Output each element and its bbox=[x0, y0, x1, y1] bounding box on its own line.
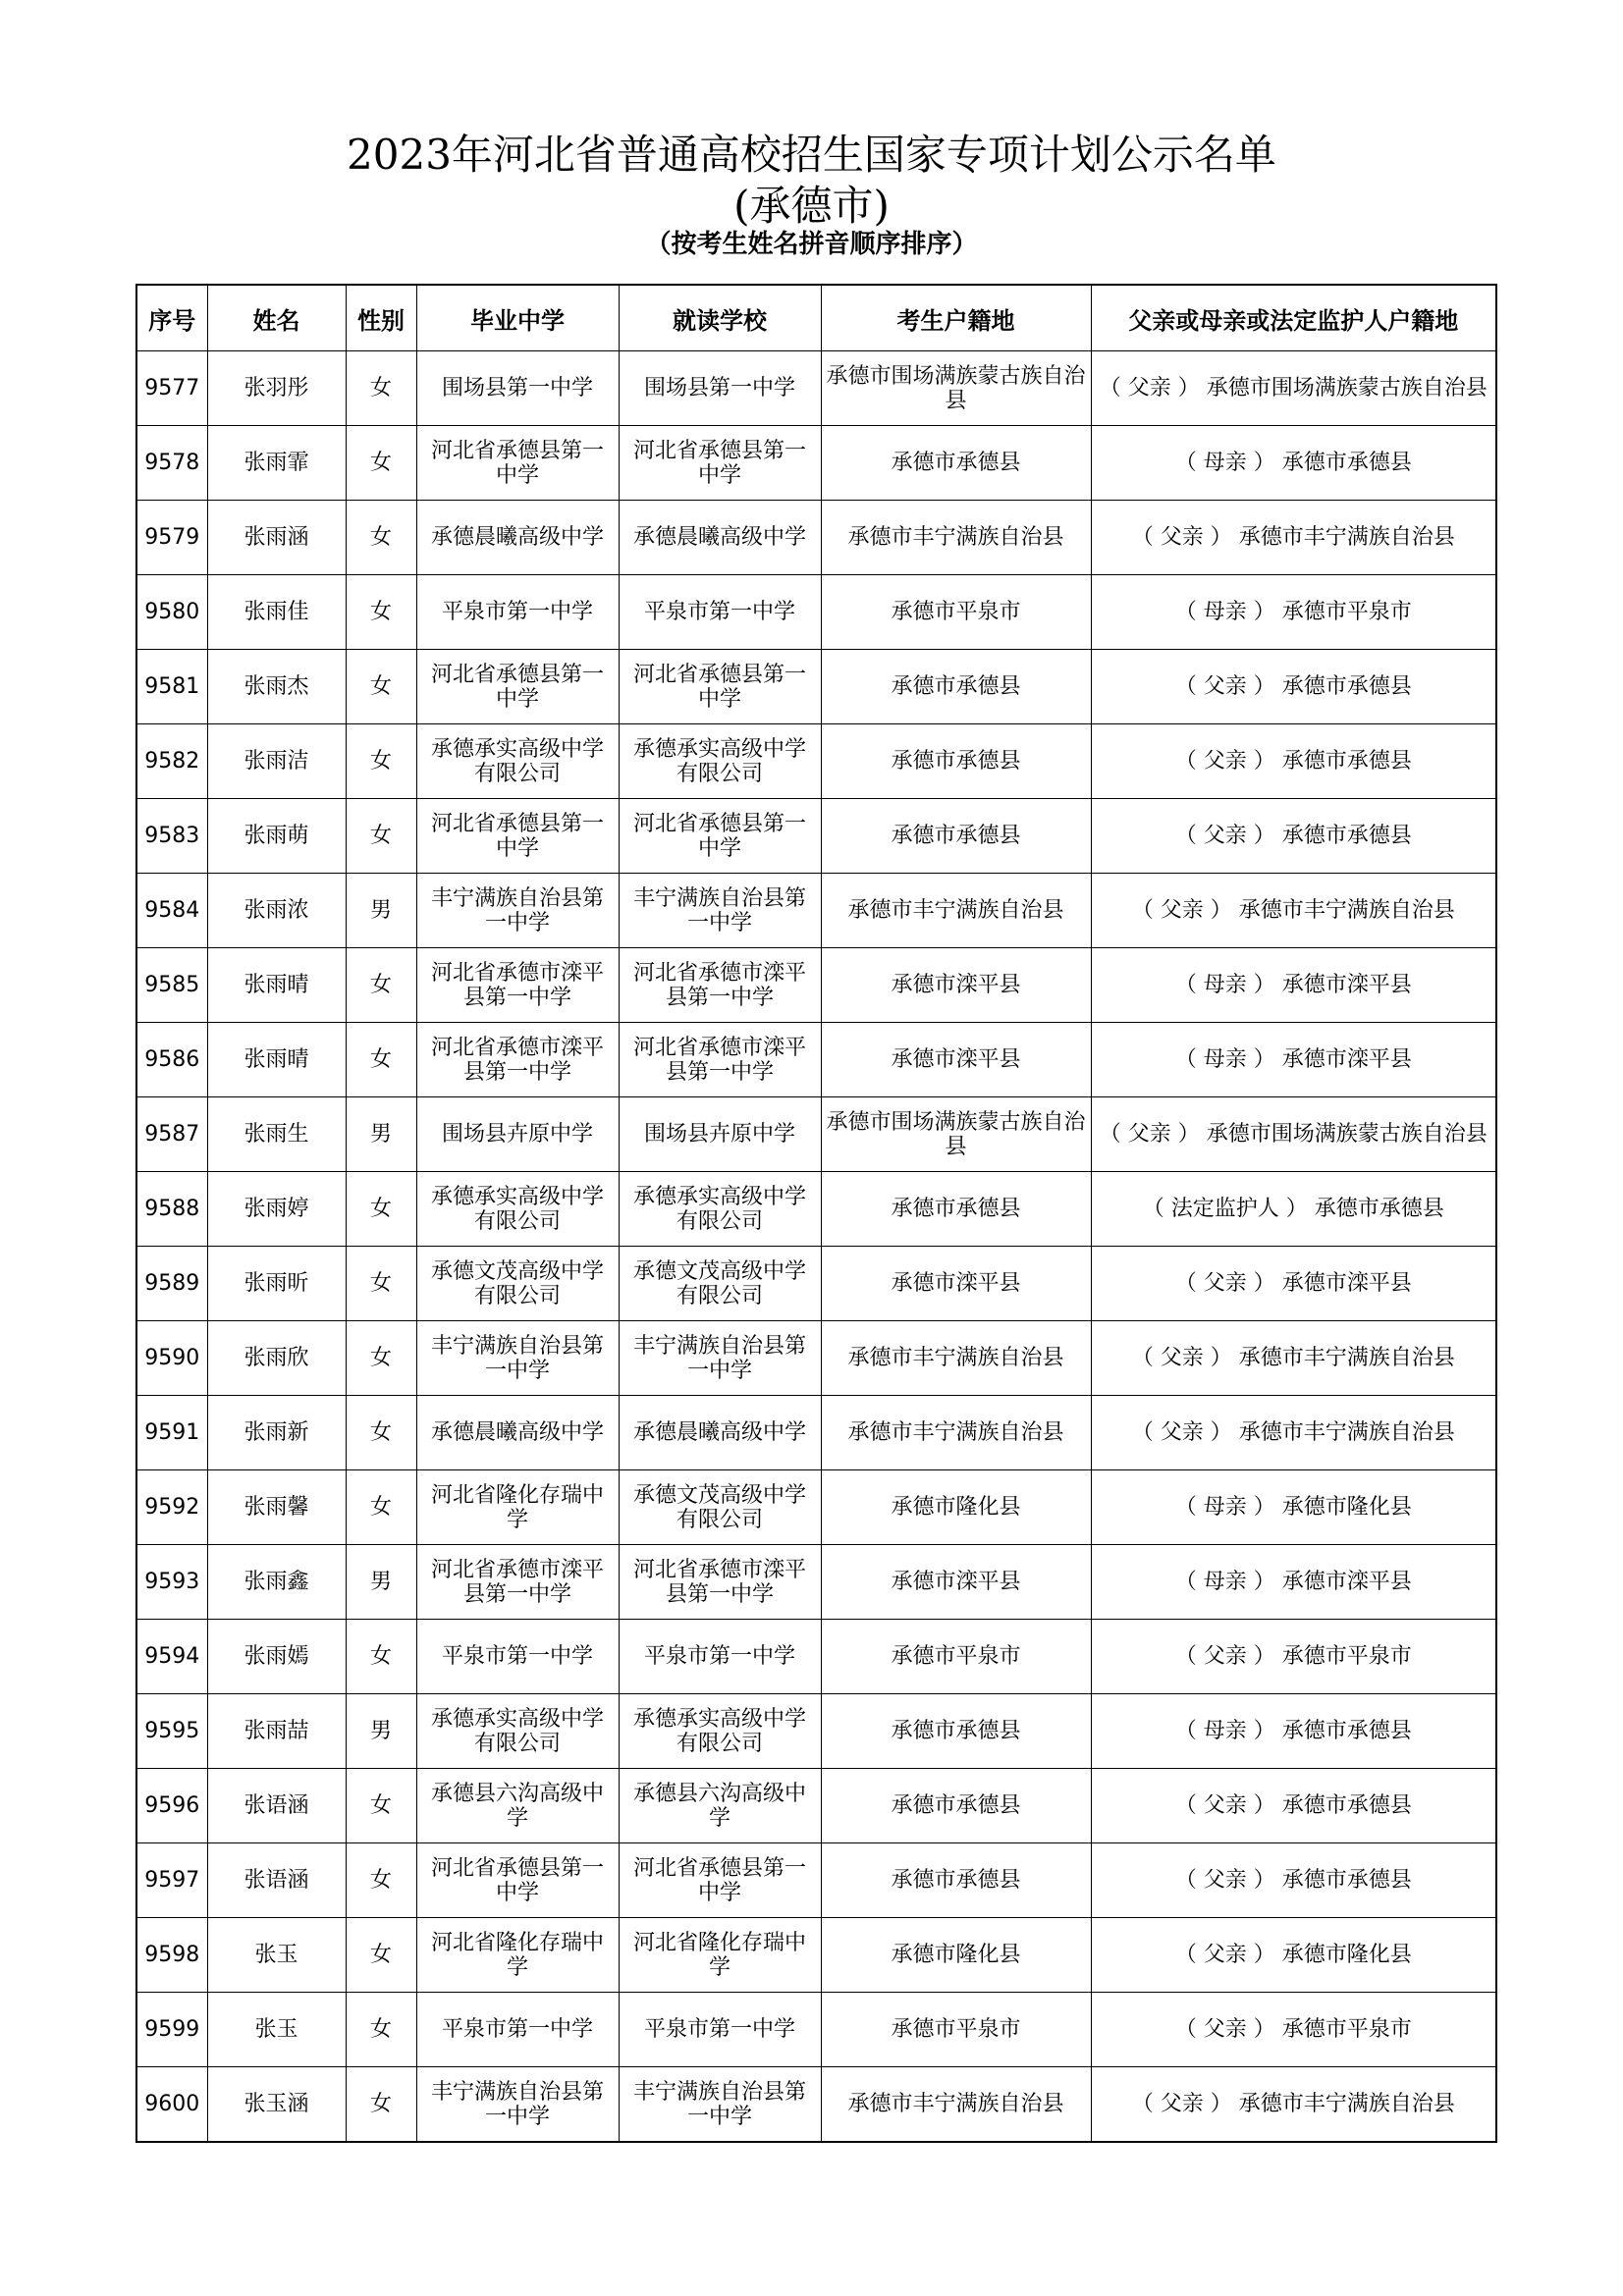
cell-gender: 男 bbox=[346, 1545, 416, 1620]
table-row bbox=[136, 1172, 1496, 1247]
table-header-row bbox=[136, 285, 1496, 351]
cell-graduation-school: 平泉市第一中学 bbox=[416, 1620, 619, 1694]
cell-gender: 女 bbox=[346, 948, 416, 1023]
table-row bbox=[136, 575, 1496, 650]
cell-graduation-school: 承德晨曦高级中学 bbox=[416, 1396, 619, 1470]
cell-seq: 9578 bbox=[136, 426, 207, 501]
cell-name: 张玉 bbox=[207, 1993, 346, 2067]
cell-seq: 9599 bbox=[136, 1993, 207, 2067]
cell-current-school: 河北省承德市滦平县第一中学 bbox=[619, 1023, 821, 1097]
cell-current-school: 河北省承德县第一中学 bbox=[619, 1843, 821, 1918]
cell-name: 张雨馨 bbox=[207, 1470, 346, 1545]
cell-seq: 9598 bbox=[136, 1918, 207, 1993]
cell-guardian-residence: （ 父亲 ） 承德市丰宁满族自治县 bbox=[1091, 1396, 1496, 1470]
cell-student-residence: 承德市丰宁满族自治县 bbox=[821, 501, 1091, 575]
table-row bbox=[136, 1843, 1496, 1918]
cell-seq: 9585 bbox=[136, 948, 207, 1023]
cell-name: 张雨霏 bbox=[207, 426, 346, 501]
cell-name: 张雨浓 bbox=[207, 874, 346, 948]
cell-student-residence: 承德市滦平县 bbox=[821, 1545, 1091, 1620]
cell-current-school: 承德晨曦高级中学 bbox=[619, 1396, 821, 1470]
cell-gender: 女 bbox=[346, 1247, 416, 1321]
cell-student-residence: 承德市承德县 bbox=[821, 426, 1091, 501]
cell-seq: 9588 bbox=[136, 1172, 207, 1247]
cell-guardian-residence: （ 父亲 ） 承德市平泉市 bbox=[1091, 1993, 1496, 2067]
cell-name: 张雨萌 bbox=[207, 799, 346, 874]
table-row bbox=[136, 501, 1496, 575]
table-row bbox=[136, 351, 1496, 426]
cell-guardian-residence: （ 父亲 ） 承德市承德县 bbox=[1091, 724, 1496, 799]
cell-graduation-school: 河北省隆化存瑞中学 bbox=[416, 1470, 619, 1545]
cell-seq: 9590 bbox=[136, 1321, 207, 1396]
cell-seq: 9587 bbox=[136, 1097, 207, 1172]
cell-graduation-school: 河北省承德县第一中学 bbox=[416, 650, 619, 724]
cell-gender: 男 bbox=[346, 1097, 416, 1172]
cell-gender: 男 bbox=[346, 874, 416, 948]
cell-student-residence: 承德市丰宁满族自治县 bbox=[821, 1396, 1091, 1470]
cell-current-school: 承德承实高级中学有限公司 bbox=[619, 1694, 821, 1769]
cell-student-residence: 承德市承德县 bbox=[821, 724, 1091, 799]
cell-guardian-residence: （ 母亲 ） 承德市滦平县 bbox=[1091, 1545, 1496, 1620]
cell-current-school: 承德承实高级中学有限公司 bbox=[619, 724, 821, 799]
sort-note: （按考生姓名拼音顺序排序） bbox=[645, 230, 978, 259]
cell-name: 张雨涵 bbox=[207, 501, 346, 575]
table-row bbox=[136, 724, 1496, 799]
cell-guardian-residence: （ 父亲 ） 承德市滦平县 bbox=[1091, 1247, 1496, 1321]
table-row bbox=[136, 948, 1496, 1023]
cell-current-school: 围场县第一中学 bbox=[619, 351, 821, 426]
cell-gender: 女 bbox=[346, 1396, 416, 1470]
cell-current-school: 平泉市第一中学 bbox=[619, 575, 821, 650]
cell-seq: 9581 bbox=[136, 650, 207, 724]
cell-guardian-residence: （ 母亲 ） 承德市平泉市 bbox=[1091, 575, 1496, 650]
cell-guardian-residence: （ 父亲 ） 承德市隆化县 bbox=[1091, 1918, 1496, 1993]
page-title: 2023年河北省普通高校招生国家专项计划公示名单 bbox=[347, 131, 1276, 179]
cell-seq: 9577 bbox=[136, 351, 207, 426]
cell-gender: 女 bbox=[346, 2067, 416, 2143]
cell-graduation-school: 丰宁满族自治县第一中学 bbox=[416, 1321, 619, 1396]
cell-graduation-school: 承德晨曦高级中学 bbox=[416, 501, 619, 575]
cell-student-residence: 承德市平泉市 bbox=[821, 1620, 1091, 1694]
table-row bbox=[136, 1321, 1496, 1396]
cell-student-residence: 承德市滦平县 bbox=[821, 948, 1091, 1023]
table-row bbox=[136, 1470, 1496, 1545]
cell-seq: 9595 bbox=[136, 1694, 207, 1769]
cell-graduation-school: 承德承实高级中学有限公司 bbox=[416, 1172, 619, 1247]
cell-seq: 9583 bbox=[136, 799, 207, 874]
cell-name: 张雨嫣 bbox=[207, 1620, 346, 1694]
cell-student-residence: 承德市丰宁满族自治县 bbox=[821, 1321, 1091, 1396]
cell-graduation-school: 丰宁满族自治县第一中学 bbox=[416, 2067, 619, 2143]
cell-current-school: 丰宁满族自治县第一中学 bbox=[619, 1321, 821, 1396]
cell-guardian-residence: （ 父亲 ） 承德市丰宁满族自治县 bbox=[1091, 2067, 1496, 2143]
cell-graduation-school: 河北省隆化存瑞中学 bbox=[416, 1918, 619, 1993]
cell-graduation-school: 平泉市第一中学 bbox=[416, 575, 619, 650]
cell-graduation-school: 丰宁满族自治县第一中学 bbox=[416, 874, 619, 948]
cell-graduation-school: 承德文茂高级中学有限公司 bbox=[416, 1247, 619, 1321]
cell-student-residence: 承德市平泉市 bbox=[821, 1993, 1091, 2067]
cell-current-school: 平泉市第一中学 bbox=[619, 1993, 821, 2067]
cell-guardian-residence: （ 父亲 ） 承德市丰宁满族自治县 bbox=[1091, 501, 1496, 575]
cell-seq: 9591 bbox=[136, 1396, 207, 1470]
cell-gender: 女 bbox=[346, 799, 416, 874]
cell-graduation-school: 承德承实高级中学有限公司 bbox=[416, 724, 619, 799]
cell-gender: 女 bbox=[346, 575, 416, 650]
cell-seq: 9596 bbox=[136, 1769, 207, 1843]
cell-student-residence: 承德市隆化县 bbox=[821, 1918, 1091, 1993]
cell-current-school: 承德县六沟高级中学 bbox=[619, 1769, 821, 1843]
cell-guardian-residence: （ 母亲 ） 承德市隆化县 bbox=[1091, 1470, 1496, 1545]
cell-guardian-residence: （ 父亲 ） 承德市围场满族蒙古族自治县 bbox=[1091, 351, 1496, 426]
cell-gender: 女 bbox=[346, 351, 416, 426]
cell-current-school: 承德承实高级中学有限公司 bbox=[619, 1172, 821, 1247]
cell-current-school: 丰宁满族自治县第一中学 bbox=[619, 2067, 821, 2143]
cell-name: 张语涵 bbox=[207, 1769, 346, 1843]
cell-guardian-residence: （ 父亲 ） 承德市丰宁满族自治县 bbox=[1091, 1321, 1496, 1396]
cell-name: 张雨佳 bbox=[207, 575, 346, 650]
cell-gender: 女 bbox=[346, 1918, 416, 1993]
cell-student-residence: 承德市滦平县 bbox=[821, 1247, 1091, 1321]
cell-guardian-residence: （ 父亲 ） 承德市围场满族蒙古族自治县 bbox=[1091, 1097, 1496, 1172]
cell-student-residence: 承德市围场满族蒙古族自治县 bbox=[821, 351, 1091, 426]
cell-gender: 女 bbox=[346, 1843, 416, 1918]
cell-guardian-residence: （ 母亲 ） 承德市滦平县 bbox=[1091, 948, 1496, 1023]
cell-graduation-school: 承德承实高级中学有限公司 bbox=[416, 1694, 619, 1769]
cell-student-residence: 承德市丰宁满族自治县 bbox=[821, 874, 1091, 948]
cell-gender: 女 bbox=[346, 1993, 416, 2067]
cell-student-residence: 承德市承德县 bbox=[821, 1843, 1091, 1918]
cell-name: 张雨欣 bbox=[207, 1321, 346, 1396]
cell-graduation-school: 围场县第一中学 bbox=[416, 351, 619, 426]
cell-student-residence: 承德市围场满族蒙古族自治县 bbox=[821, 1097, 1091, 1172]
cell-guardian-residence: （ 父亲 ） 承德市承德县 bbox=[1091, 799, 1496, 874]
cell-graduation-school: 河北省承德市滦平县第一中学 bbox=[416, 948, 619, 1023]
cell-guardian-residence: （ 法定监护人 ） 承德市承德县 bbox=[1091, 1172, 1496, 1247]
cell-name: 张语涵 bbox=[207, 1843, 346, 1918]
cell-graduation-school: 河北省承德县第一中学 bbox=[416, 426, 619, 501]
cell-seq: 9584 bbox=[136, 874, 207, 948]
cell-student-residence: 承德市承德县 bbox=[821, 799, 1091, 874]
cell-student-residence: 承德市隆化县 bbox=[821, 1470, 1091, 1545]
cell-name: 张雨新 bbox=[207, 1396, 346, 1470]
cell-current-school: 河北省承德县第一中学 bbox=[619, 799, 821, 874]
cell-name: 张雨婷 bbox=[207, 1172, 346, 1247]
cell-seq: 9592 bbox=[136, 1470, 207, 1545]
cell-gender: 女 bbox=[346, 1470, 416, 1545]
cell-seq: 9580 bbox=[136, 575, 207, 650]
table-row bbox=[136, 1694, 1496, 1769]
cell-graduation-school: 河北省承德县第一中学 bbox=[416, 1843, 619, 1918]
cell-guardian-residence: （ 父亲 ） 承德市承德县 bbox=[1091, 650, 1496, 724]
cell-guardian-residence: （ 父亲 ） 承德市平泉市 bbox=[1091, 1620, 1496, 1694]
cell-gender: 女 bbox=[346, 1023, 416, 1097]
cell-current-school: 河北省承德县第一中学 bbox=[619, 650, 821, 724]
cell-name: 张玉涵 bbox=[207, 2067, 346, 2143]
cell-current-school: 河北省承德县第一中学 bbox=[619, 426, 821, 501]
cell-student-residence: 承德市丰宁满族自治县 bbox=[821, 2067, 1091, 2143]
cell-seq: 9597 bbox=[136, 1843, 207, 1918]
cell-seq: 9593 bbox=[136, 1545, 207, 1620]
cell-seq: 9594 bbox=[136, 1620, 207, 1694]
cell-name: 张雨昕 bbox=[207, 1247, 346, 1321]
table-row bbox=[136, 799, 1496, 874]
cell-gender: 女 bbox=[346, 501, 416, 575]
cell-current-school: 河北省承德市滦平县第一中学 bbox=[619, 948, 821, 1023]
table-row bbox=[136, 1247, 1496, 1321]
cell-current-school: 河北省隆化存瑞中学 bbox=[619, 1918, 821, 1993]
cell-student-residence: 承德市平泉市 bbox=[821, 575, 1091, 650]
cell-guardian-residence: （ 父亲 ） 承德市承德县 bbox=[1091, 1769, 1496, 1843]
table-row bbox=[136, 1545, 1496, 1620]
cell-current-school: 丰宁满族自治县第一中学 bbox=[619, 874, 821, 948]
table-row bbox=[136, 2067, 1496, 2143]
table-row bbox=[136, 1993, 1496, 2067]
table-row bbox=[136, 1097, 1496, 1172]
cell-name: 张雨喆 bbox=[207, 1694, 346, 1769]
cell-name: 张雨晴 bbox=[207, 948, 346, 1023]
header-student-residence: 考生户籍地 bbox=[821, 285, 1091, 351]
cell-gender: 男 bbox=[346, 1694, 416, 1769]
cell-name: 张雨杰 bbox=[207, 650, 346, 724]
cell-graduation-school: 河北省承德市滦平县第一中学 bbox=[416, 1545, 619, 1620]
cell-current-school: 承德文茂高级中学有限公司 bbox=[619, 1470, 821, 1545]
cell-guardian-residence: （ 父亲 ） 承德市承德县 bbox=[1091, 1843, 1496, 1918]
cell-name: 张玉 bbox=[207, 1918, 346, 1993]
table-row bbox=[136, 874, 1496, 948]
table-row bbox=[136, 1396, 1496, 1470]
cell-graduation-school: 河北省承德县第一中学 bbox=[416, 799, 619, 874]
table-row bbox=[136, 1023, 1496, 1097]
cell-gender: 女 bbox=[346, 724, 416, 799]
cell-seq: 9582 bbox=[136, 724, 207, 799]
cell-student-residence: 承德市承德县 bbox=[821, 1694, 1091, 1769]
cell-gender: 女 bbox=[346, 426, 416, 501]
cell-student-residence: 承德市承德县 bbox=[821, 1172, 1091, 1247]
cell-current-school: 平泉市第一中学 bbox=[619, 1620, 821, 1694]
cell-name: 张羽彤 bbox=[207, 351, 346, 426]
cell-gender: 女 bbox=[346, 1321, 416, 1396]
cell-student-residence: 承德市承德县 bbox=[821, 1769, 1091, 1843]
cell-name: 张雨晴 bbox=[207, 1023, 346, 1097]
cell-guardian-residence: （ 母亲 ） 承德市滦平县 bbox=[1091, 1023, 1496, 1097]
cell-gender: 女 bbox=[346, 650, 416, 724]
cell-name: 张雨生 bbox=[207, 1097, 346, 1172]
header-seq: 序号 bbox=[136, 285, 207, 351]
cell-seq: 9600 bbox=[136, 2067, 207, 2143]
table-row bbox=[136, 1620, 1496, 1694]
cell-current-school: 承德文茂高级中学有限公司 bbox=[619, 1247, 821, 1321]
table-row bbox=[136, 1769, 1496, 1843]
cell-current-school: 河北省承德市滦平县第一中学 bbox=[619, 1545, 821, 1620]
header-current-school: 就读学校 bbox=[619, 285, 821, 351]
cell-name: 张雨鑫 bbox=[207, 1545, 346, 1620]
header-graduation-school: 毕业中学 bbox=[416, 285, 619, 351]
cell-graduation-school: 平泉市第一中学 bbox=[416, 1993, 619, 2067]
cell-seq: 9586 bbox=[136, 1023, 207, 1097]
cell-student-residence: 承德市滦平县 bbox=[821, 1023, 1091, 1097]
cell-graduation-school: 承德县六沟高级中学 bbox=[416, 1769, 619, 1843]
cell-student-residence: 承德市承德县 bbox=[821, 650, 1091, 724]
cell-current-school: 围场县卉原中学 bbox=[619, 1097, 821, 1172]
roster-table bbox=[135, 284, 1497, 2143]
table-row bbox=[136, 426, 1496, 501]
cell-seq: 9579 bbox=[136, 501, 207, 575]
cell-name: 张雨洁 bbox=[207, 724, 346, 799]
cell-gender: 女 bbox=[346, 1769, 416, 1843]
cell-gender: 女 bbox=[346, 1172, 416, 1247]
header-guardian-residence: 父亲或母亲或法定监护人户籍地 bbox=[1091, 285, 1496, 351]
header-gender: 性别 bbox=[346, 285, 416, 351]
cell-graduation-school: 围场县卉原中学 bbox=[416, 1097, 619, 1172]
table-row bbox=[136, 1918, 1496, 1993]
table-body bbox=[136, 351, 1496, 2143]
cell-seq: 9589 bbox=[136, 1247, 207, 1321]
header-name: 姓名 bbox=[207, 285, 346, 351]
cell-guardian-residence: （ 父亲 ） 承德市丰宁满族自治县 bbox=[1091, 874, 1496, 948]
cell-guardian-residence: （ 母亲 ） 承德市承德县 bbox=[1091, 1694, 1496, 1769]
table-row bbox=[136, 650, 1496, 724]
cell-current-school: 承德晨曦高级中学 bbox=[619, 501, 821, 575]
cell-gender: 女 bbox=[346, 1620, 416, 1694]
cell-guardian-residence: （ 母亲 ） 承德市承德县 bbox=[1091, 426, 1496, 501]
cell-graduation-school: 河北省承德市滦平县第一中学 bbox=[416, 1023, 619, 1097]
page-subtitle-city: (承德市) bbox=[733, 182, 890, 230]
